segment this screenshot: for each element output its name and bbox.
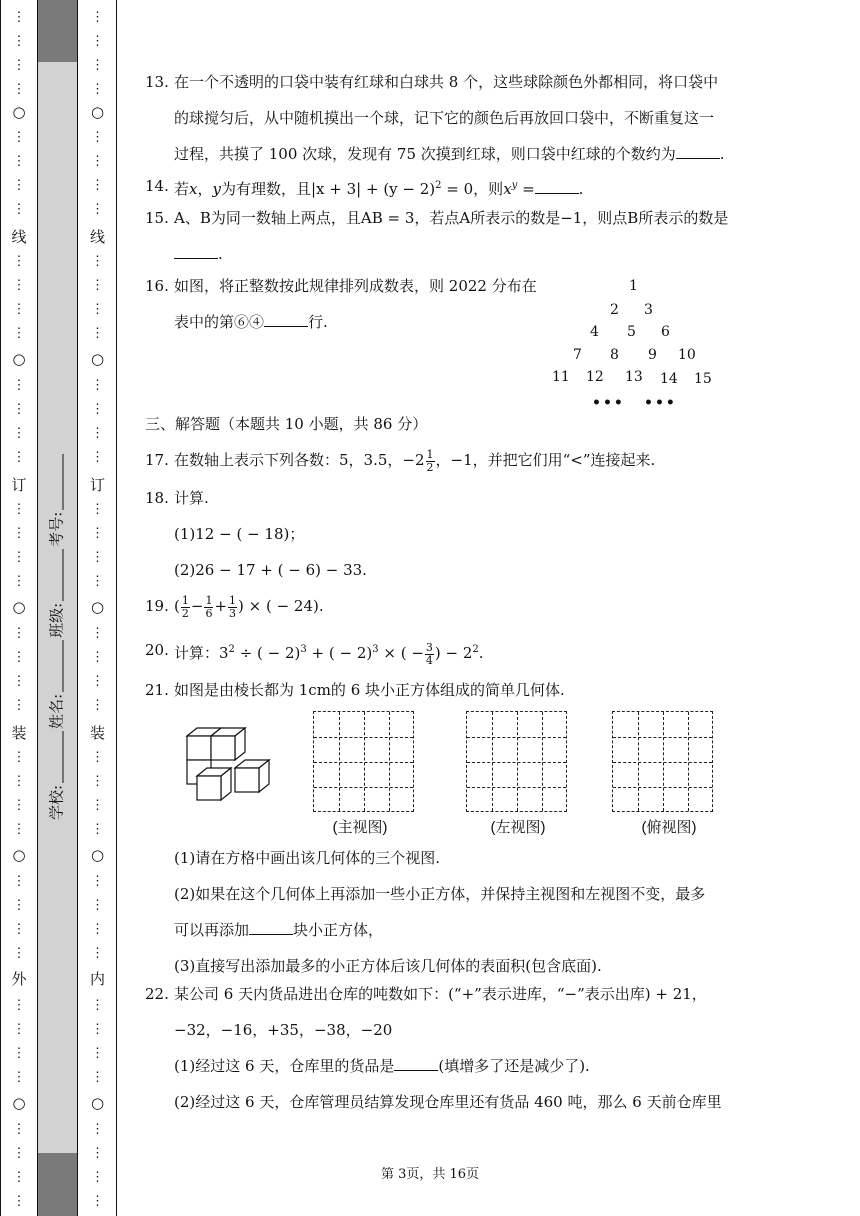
grid-line [688, 712, 689, 811]
inner-circle-mark: ○ [90, 846, 105, 864]
question-text: 在一个不透明的口袋中装有红球和白球共 8 个，这些球除颜色外都相同，将口袋中 [174, 73, 719, 91]
question-16: 16. 如图，将正整数按此规律排列成数表，则 2022 分布在 表中的第⑥④ 行. [145, 268, 720, 340]
triangle-number: 12 [586, 369, 604, 385]
question-number: 21. [145, 681, 169, 699]
triangle-number: 15 [694, 371, 712, 387]
grid-line [389, 712, 390, 811]
question-text: 的球搅匀后，从中随机摸出一个球，记下它的颜色后再放回口袋中，不断重复这一 [174, 109, 715, 127]
question-22: 22. 某公司 6 天内货品进出仓库的吨数如下：(“+”表示进库，“−”表示出库) + 21， −32，−16，+35，−38，−20 (1)经过这 6 天，仓库里的货品是 (填增多了还是减少了). (2)经过这 6 天，仓库管理员结算发现仓库里还有货品 460 吨，那么 6 天前仓库里 [145, 976, 720, 1120]
page-footer: 第 3页，共 16页 [380, 1167, 480, 1182]
grid-line [467, 787, 566, 788]
sub-question: (3)直接写出添加最多的小正方体后该几何体的表面积(包含底面). [174, 957, 602, 975]
fraction: $\frac{1}{2}$ [426, 447, 434, 474]
triangle-number: 10 [678, 347, 696, 363]
question-number: 20. [145, 641, 169, 659]
answer-blank[interactable] [264, 312, 308, 327]
inner-mark-ding: 订 [89, 476, 105, 494]
question-number: 14. [145, 177, 169, 195]
outer-mark-zhuang: 装 [11, 724, 27, 742]
triangle-number: 8 [610, 347, 619, 363]
grid-line [314, 762, 413, 763]
outer-dotted-line: ⋮ ⋮ ⋮ ⋮ [12, 502, 26, 589]
triangle-number: 13 [625, 369, 643, 385]
school-label: 学校: [47, 784, 66, 820]
outer-dotted-line: ⋮ ⋮ ⋮ ⋮ [12, 1122, 26, 1209]
sub-question: (1)12 − ( − 18)； [174, 525, 305, 543]
exam-no-blank[interactable] [63, 454, 64, 510]
triangle-number: 6 [661, 324, 670, 340]
outer-circle-mark: ○ [12, 1094, 26, 1112]
section-3-heading: 三、解答题（本题共 10 小题，共 86 分） [145, 415, 428, 433]
question-15: 15. A、B为同一数轴上两点，且AB = 3，若点A所表示的数是−1，则点B所表示的数是 . [145, 200, 720, 272]
inner-dotted-line: ⋮ ⋮ ⋮ ⋮ [91, 378, 104, 465]
inner-mark-nei: 内 [89, 970, 105, 988]
outer-circle-mark: ○ [12, 350, 26, 368]
inner-circle-mark: ○ [90, 598, 105, 616]
triangle-number: 5 [627, 324, 636, 340]
outer-dotted-line: ⋮ ⋮ ⋮ ⋮ [12, 750, 26, 837]
fraction: $\frac{1}{2}$ [181, 593, 189, 620]
inner-dotted-line: ⋮ ⋮ ⋮ ⋮ [91, 1122, 104, 1209]
outer-mark-xian: 线 [11, 228, 27, 246]
question-18 [145, 480, 720, 588]
triangle-number: 4 [590, 324, 599, 340]
left-view-caption: (左视图) [490, 819, 546, 836]
question-19: 19. ( $\frac{1}{2}$ − $\frac{1}{6}$ + $\frac{1}{3}$ ) × ( − 24). [145, 588, 720, 624]
inner-dotted-line: ⋮ ⋮ ⋮ ⋮ [91, 998, 104, 1085]
outer-dotted-line: ⋮ ⋮ ⋮ ⋮ [12, 130, 26, 217]
question-20: 20. 计算：$3^2$ ÷ ( − 2)$^3$ + ( − 2)$^3$ × ( − $\frac{3}{4}$ ) − $2^2$. [145, 632, 720, 671]
grid-line [467, 762, 566, 763]
answer-blank[interactable] [394, 1056, 438, 1071]
continuation-dots: ••• [592, 395, 625, 411]
triangle-number: 2 [610, 302, 619, 318]
inner-dotted-line: ⋮ ⋮ ⋮ ⋮ [91, 254, 104, 341]
fraction: $\frac{1}{3}$ [229, 593, 237, 620]
inner-dotted-line: ⋮ ⋮ ⋮ ⋮ [91, 626, 104, 713]
outer-binding-strip [0, 0, 38, 1216]
fraction: $\frac{3}{4}$ [425, 640, 433, 667]
question-text: 如图，将正整数按此规律排列成数表，则 2022 分布在 [174, 277, 537, 295]
triangle-number: 7 [573, 347, 582, 363]
triangle-number: 11 [552, 369, 570, 385]
top-view-caption: (俯视图) [641, 819, 697, 836]
grid-line [613, 787, 712, 788]
outer-dotted-line: ⋮ ⋮ ⋮ ⋮ [12, 874, 26, 961]
question-number: 18. [145, 489, 169, 507]
outer-mark-ding: 订 [11, 476, 27, 494]
school-blank[interactable] [63, 731, 64, 783]
outer-dotted-line: ⋮ ⋮ ⋮ ⋮ [12, 998, 26, 1085]
top-view-grid[interactable] [612, 711, 713, 812]
front-view-caption: (主视图) [332, 819, 388, 836]
equation: |x + 3| + (y − 2) [311, 180, 436, 198]
question-21-parts: (1)请在方格中画出该几何体的三个视图. (2)如果在这个几何体上再添加一些小正方体，并保持主视图和左视图不变，最多 可以再添加 块小正方体， (3)直接写出添加最多的小正方体后该几何体的表面积(包含底面). [145, 840, 720, 984]
question-14: 14. 若x，y为有理数，且$|x + 3| + (y - 2)^2 = 0$，则$x^y$ = . [145, 168, 720, 207]
student-info-strip [38, 0, 78, 1216]
class-label: 班级: [47, 602, 66, 638]
outer-mark-wai: 外 [11, 970, 27, 988]
question-number: 13. [145, 73, 169, 91]
answer-blank[interactable] [676, 144, 720, 159]
question-17: 17. 在数轴上表示下列各数：5，3.5，−2 $\frac{1}{2}$ ，−1，并把它们用“<”连接起来. [145, 442, 720, 478]
question-text: 过程，共摸了 100 次球，发现有 75 次摸到红球，则口袋中红球的个数约为 [174, 145, 676, 163]
number-triangle-figure [548, 278, 723, 418]
top-dark-band [38, 0, 77, 62]
question-number: 22. [145, 985, 169, 1003]
question-number: 16. [145, 277, 169, 295]
question-text: −32，−16，+35，−38，−20 [174, 1021, 393, 1039]
class-blank[interactable] [63, 549, 64, 601]
question-number: 19. [145, 597, 169, 615]
triangle-number: 14 [660, 371, 678, 387]
exam-no-label: 考号: [47, 511, 66, 547]
sub-question: (1)请在方格中画出该几何体的三个视图. [174, 849, 441, 867]
left-view-grid[interactable] [466, 711, 567, 812]
sub-question: (2)经过这 6 天，仓库管理员结算发现仓库里还有货品 460 吨，那么 6 天前仓库里 [174, 1093, 722, 1111]
inner-dotted-line: ⋮ ⋮ ⋮ ⋮ [91, 502, 104, 589]
outer-circle-mark: ○ [12, 103, 26, 121]
triangle-number: 3 [644, 302, 653, 318]
inner-mark-zhuang: 装 [89, 724, 105, 742]
front-view-grid[interactable] [313, 711, 414, 812]
continuation-dots: ••• [644, 395, 677, 411]
sub-question: (2)如果在这个几何体上再添加一些小正方体，并保持主视图和左视图不变，最多 [174, 885, 706, 903]
grid-line [613, 762, 712, 763]
grid-line [314, 787, 413, 788]
question-text: 如图是由棱长都为 1cm的 6 块小正方体组成的简单几何体. [174, 681, 565, 699]
question-text: 某公司 6 天内货品进出仓库的吨数如下：(“+”表示进库，“−”表示出库) + 21， [174, 985, 707, 1003]
inner-binding-strip [79, 0, 117, 1216]
name-blank[interactable] [63, 640, 64, 692]
inner-dotted-line: ⋮ ⋮ ⋮ ⋮ [91, 874, 104, 961]
question-text: 计算. [174, 489, 209, 507]
grid-line [542, 712, 543, 811]
inner-circle-mark: ○ [90, 350, 105, 368]
inner-circle-mark: ○ [90, 103, 105, 121]
question-13: 13. 在一个不透明的口袋中装有红球和白球共 8 个，这些球除颜色外都相同，将口袋中 的球搅匀后，从中随机摸出一个球，记下它的颜色后再放回口袋中，不断重复这一 过程，共摸了 100 次球，发现有 75 次摸到红球，则口袋中红球的个数约为 . [145, 64, 720, 172]
outer-dotted-line: ⋮ ⋮ ⋮ ⋮ [12, 254, 26, 341]
name-label: 姓名: [47, 693, 66, 729]
fraction: $\frac{1}{6}$ [205, 593, 213, 620]
triangle-number: 9 [648, 347, 657, 363]
inner-dotted-line: ⋮ ⋮ ⋮ ⋮ [91, 130, 104, 217]
inner-dotted-line: ⋮ ⋮ ⋮ ⋮ [91, 10, 104, 97]
student-info-block [38, 440, 74, 820]
outer-dotted-line: ⋮ ⋮ ⋮ ⋮ [12, 378, 26, 465]
question-text: A、B为同一数轴上两点，且AB = 3，若点A所表示的数是−1，则点B所表示的数是 [174, 209, 729, 227]
question-number: 17. [145, 451, 169, 469]
inner-circle-mark: ○ [90, 1094, 105, 1112]
cube-solid-figure [177, 724, 277, 804]
question-number: 15. [145, 209, 169, 227]
inner-mark-xian: 线 [89, 228, 105, 246]
outer-dotted-line: ⋮ ⋮ ⋮ ⋮ [12, 626, 26, 713]
question-21 [145, 672, 720, 708]
inner-dotted-line: ⋮ ⋮ ⋮ ⋮ [91, 750, 104, 837]
answer-blank[interactable] [535, 179, 579, 194]
sub-question: (2)26 − 17 + ( − 6) − 33. [174, 561, 367, 579]
answer-blank[interactable] [174, 244, 218, 259]
answer-blank[interactable] [249, 920, 293, 935]
outer-dotted-line: ⋮ ⋮ ⋮ ⋮ [12, 10, 26, 97]
outer-circle-mark: ○ [12, 598, 26, 616]
triangle-number: 1 [629, 278, 638, 294]
outer-circle-mark: ○ [12, 846, 26, 864]
